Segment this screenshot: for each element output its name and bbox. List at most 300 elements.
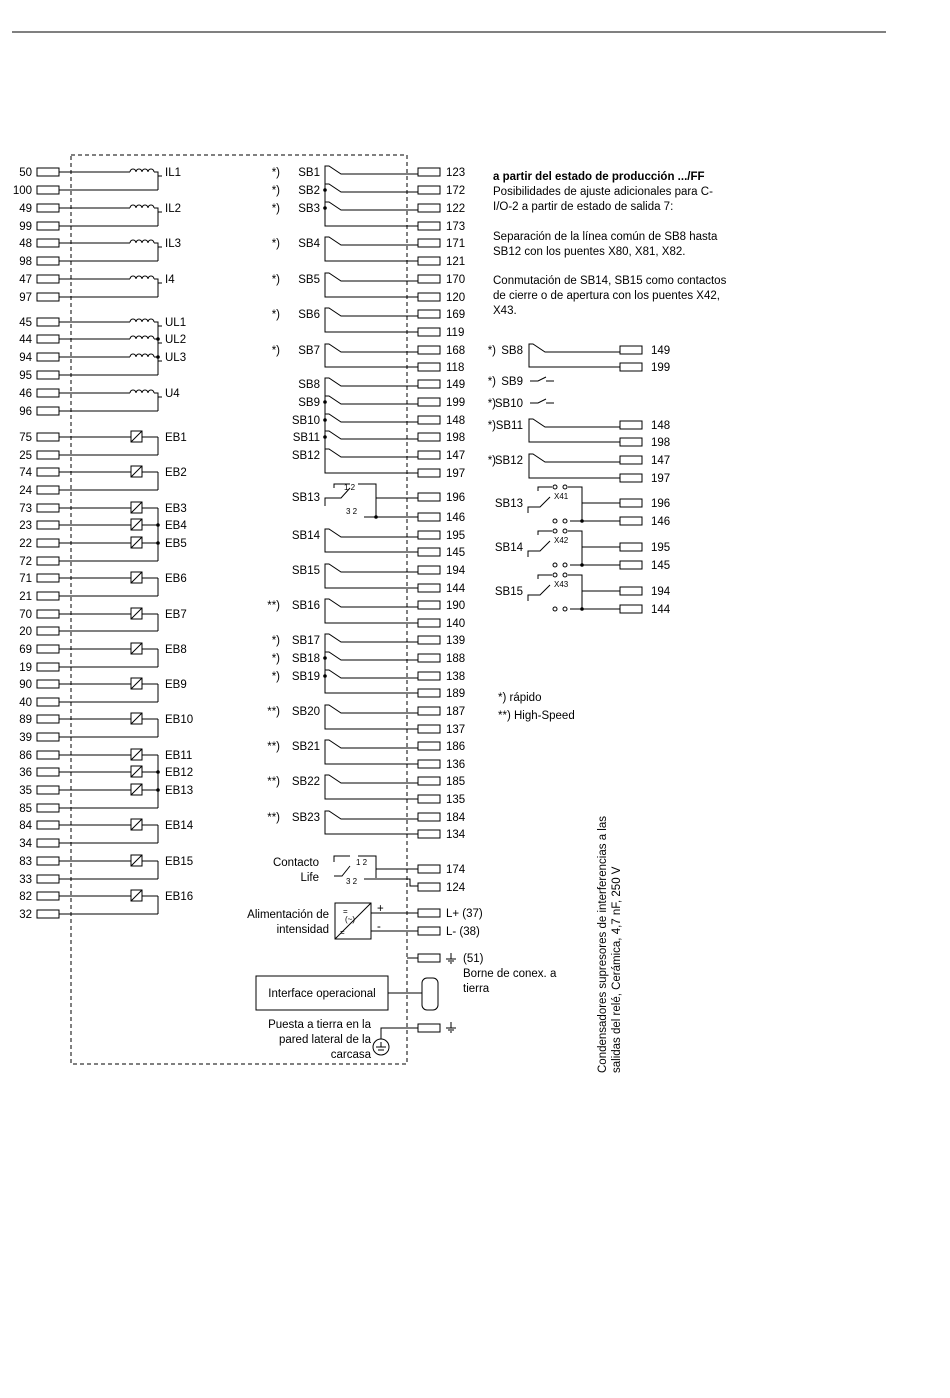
terminal-number: 120 [446, 292, 466, 304]
housing-ground [268, 1019, 456, 1061]
terminal-alt-196 [620, 499, 642, 507]
life-contact [273, 856, 466, 894]
terminal-number: 149 [651, 345, 671, 357]
terminal-number: 147 [651, 455, 671, 467]
terminal-number: 19 [19, 662, 32, 674]
binary-input-icon [131, 572, 142, 583]
terminal-148 [418, 416, 440, 424]
junction-dot [323, 188, 327, 192]
relay-speed-marker: *) [271, 185, 280, 197]
legend-high-speed: **) High-Speed [498, 710, 575, 722]
terminal-number: 39 [19, 732, 32, 744]
terminal-number: 34 [19, 838, 32, 850]
binary-input-icon [131, 608, 142, 619]
terminal-94 [37, 353, 59, 361]
coil-icon [130, 240, 154, 243]
terminal-33 [37, 875, 59, 883]
terminal-194 [418, 566, 440, 574]
terminal-139 [418, 636, 440, 644]
channel-label: EB16 [165, 891, 194, 903]
channel-label: IL2 [165, 203, 181, 215]
terminal-number: 33 [19, 874, 32, 886]
terminal-195 [418, 531, 440, 539]
relay-label-sb10: SB10 [291, 415, 320, 427]
terminal-number: 169 [446, 309, 466, 321]
junction-dot [156, 523, 160, 527]
junction-dot [323, 674, 327, 678]
terminal-number: 145 [651, 560, 671, 572]
terminal-number: 195 [651, 542, 671, 554]
terminal-number: 24 [19, 485, 32, 497]
ground-icon [446, 1022, 456, 1032]
terminal-number: 75 [19, 432, 32, 444]
junction-dot [580, 519, 584, 523]
terminal-number: 90 [19, 679, 32, 691]
dc-symbol: = [340, 928, 345, 937]
terminal-number: 21 [19, 591, 32, 603]
terminal-86 [37, 751, 59, 759]
terminal-170 [418, 275, 440, 283]
notes-heading: a partir del estado de producción .../FF [493, 171, 705, 183]
operator-interface-label: Interface operacional [268, 988, 376, 1000]
terminal-number: 49 [19, 203, 32, 215]
terminal-23 [37, 521, 59, 529]
terminal-number: 190 [446, 600, 466, 612]
notes-text: I/O-2 a partir de estado de salida 7: [493, 201, 674, 213]
relay-label-sb14: SB14 [291, 530, 320, 542]
alt-relay-label-sb8: SB8 [501, 345, 523, 357]
terminal-97 [37, 293, 59, 301]
relay-label-sb22: SB22 [291, 776, 320, 788]
alt-relay-label-sb9: SB9 [501, 376, 523, 388]
relay-speed-marker: **) [267, 741, 280, 753]
power-supply [247, 903, 483, 939]
terminal-number: L+ (37) [446, 908, 483, 920]
terminal-number: 145 [446, 547, 466, 559]
terminal-169 [418, 310, 440, 318]
channel-label: EB3 [165, 503, 187, 515]
alternative-output-group [488, 344, 671, 616]
relay-label-sb9: SB9 [298, 397, 320, 409]
terminal-174 [418, 865, 440, 873]
binary-input-icon [131, 466, 142, 477]
terminal-20 [37, 627, 59, 635]
housing-ground-label-2: pared lateral de la [278, 1034, 371, 1046]
terminal-39 [37, 733, 59, 741]
channel-label: IL1 [165, 167, 181, 179]
plus-sign: + [377, 903, 384, 915]
terminal-number: 195 [446, 530, 466, 542]
terminal-45 [37, 318, 59, 326]
terminal-74 [37, 468, 59, 476]
terminal-number: 174 [446, 864, 466, 876]
terminal-138 [418, 672, 440, 680]
ground-icon [446, 953, 456, 963]
relay-label-sb15: SB15 [291, 565, 320, 577]
terminal-number: 198 [651, 437, 671, 449]
terminal-95 [37, 371, 59, 379]
relay-label-sb19: SB19 [291, 671, 320, 683]
terminal-number: 148 [446, 415, 466, 427]
production-notes [493, 171, 727, 317]
terminal-number: 168 [446, 345, 466, 357]
terminal-number: 89 [19, 714, 32, 726]
relay-label-sb13: SB13 [291, 492, 320, 504]
junction-dot [156, 355, 160, 359]
terminal-71 [37, 574, 59, 582]
dc-ac-symbol: = [343, 907, 348, 916]
relay-speed-marker: **) [267, 600, 280, 612]
terminal-46 [37, 389, 59, 397]
terminal-134 [418, 830, 440, 838]
terminal-number: 71 [19, 573, 32, 585]
capacitor-note-line-2: salidas del relé, Cerámica, 4,7 nF, 250 V [611, 866, 623, 1073]
terminal-number: 72 [19, 556, 32, 568]
terminal-83 [37, 857, 59, 865]
relay-label-sb8: SB8 [298, 379, 320, 391]
relay-label-sb7: SB7 [298, 345, 320, 357]
binary-input-icon [131, 519, 142, 530]
terminal-number: 196 [446, 492, 466, 504]
terminal-186 [418, 742, 440, 750]
terminal-number: 194 [446, 565, 466, 577]
channel-label: UL1 [165, 317, 187, 329]
terminal-21 [37, 592, 59, 600]
terminal-197 [418, 469, 440, 477]
binary-input-icon [131, 678, 142, 689]
terminal-121 [418, 257, 440, 265]
notes-text: Posibilidades de ajuste adicionales para C- [493, 186, 713, 198]
junction-dot [580, 563, 584, 567]
junction-dot [156, 541, 160, 545]
alt-relay-label-sb10: SB10 [494, 398, 523, 410]
channel-label: EB13 [165, 785, 194, 797]
terminal-100 [37, 186, 59, 194]
terminal-72 [37, 557, 59, 565]
terminal-number: 98 [19, 256, 32, 268]
terminal-number: 170 [446, 274, 466, 286]
relay-speed-marker: *) [487, 376, 496, 388]
relay-speed-marker: **) [267, 812, 280, 824]
terminal-25 [37, 451, 59, 459]
jumper-label: X41 [554, 492, 569, 501]
life-contact-pins-bottom: 3 2 [346, 877, 358, 886]
jumper-label: X43 [554, 580, 569, 589]
terminal-120 [418, 293, 440, 301]
relay-label-sb16: SB16 [291, 600, 320, 612]
notes-text: de cierre o de apertura con los puentes X42, [493, 290, 720, 302]
terminal-147 [418, 451, 440, 459]
housing-ground-label-3: carcasa [330, 1049, 371, 1061]
relay-speed-marker: **) [267, 776, 280, 788]
channel-label: UL2 [165, 334, 187, 346]
life-contact-label: Contacto [272, 857, 319, 869]
terminal-alt-194 [620, 587, 642, 595]
coil-icon [130, 354, 154, 357]
channel-label: EB2 [165, 467, 187, 479]
channel-label: EB12 [165, 767, 194, 779]
channel-label: EB5 [165, 538, 187, 550]
channel-label: I4 [165, 274, 175, 286]
terminal-90 [37, 680, 59, 688]
serial-port-icon [422, 978, 438, 1010]
terminal-36 [37, 768, 59, 776]
terminal-89 [37, 715, 59, 723]
terminal-85 [37, 804, 59, 812]
alt-relay-label-sb15: SB15 [494, 586, 523, 598]
channel-label: EB7 [165, 609, 187, 621]
ground-terminal-label-2: tierra [463, 983, 490, 995]
relay-label-sb1: SB1 [298, 167, 320, 179]
terminal-number: L- (38) [446, 926, 480, 938]
legend-fast: *) rápido [498, 692, 542, 704]
terminal-number: 70 [19, 609, 32, 621]
terminal-alt-145 [620, 561, 642, 569]
terminal-184 [418, 813, 440, 821]
relay-label-sb21: SB21 [291, 741, 320, 753]
terminal-number: 47 [19, 274, 32, 286]
terminal-alt-195 [620, 543, 642, 551]
relay-speed-marker: *) [271, 635, 280, 647]
terminal-number: 196 [651, 498, 671, 510]
terminal-number: 135 [446, 794, 466, 806]
terminal-171 [418, 239, 440, 247]
relay-speed-marker: *) [487, 455, 496, 467]
channel-label: EB1 [165, 432, 187, 444]
terminal-number: 73 [19, 503, 32, 515]
terminal-199 [418, 398, 440, 406]
terminal-198 [418, 433, 440, 441]
terminal-190 [418, 601, 440, 609]
terminal-alt-197 [620, 474, 642, 482]
terminal-35 [37, 786, 59, 794]
terminal-number: 22 [19, 538, 32, 550]
terminal-number: 95 [19, 370, 32, 382]
terminal-47 [37, 275, 59, 283]
relay-speed-marker: *) [271, 653, 280, 665]
channel-label: EB10 [165, 714, 194, 726]
terminal-number: 82 [19, 891, 32, 903]
terminal-189 [418, 689, 440, 697]
relay-speed-marker: *) [487, 420, 496, 432]
terminal-144 [418, 584, 440, 592]
coil-icon [130, 390, 154, 393]
relay-label-sb11: SB11 [292, 432, 320, 444]
junction-dot [374, 515, 378, 519]
terminal-number: 139 [446, 635, 466, 647]
junction-dot [323, 656, 327, 660]
binary-input-icon [131, 766, 142, 777]
terminal-96 [37, 407, 59, 415]
terminal-number: 146 [651, 516, 671, 528]
terminal-number: 186 [446, 741, 466, 753]
terminal-number: 185 [446, 776, 466, 788]
terminal-number: 96 [19, 406, 32, 418]
terminal-188 [418, 654, 440, 662]
binary-input-icon [131, 537, 142, 548]
sb13-pins-bottom: 3 2 [346, 507, 358, 516]
outputs-section [267, 166, 466, 841]
terminal-70 [37, 610, 59, 618]
minus-sign: - [377, 921, 381, 933]
relay-speed-marker: *) [271, 274, 280, 286]
binary-input-icon [131, 502, 142, 513]
relay-label-sb18: SB18 [291, 653, 320, 665]
terminal-number: 85 [19, 803, 32, 815]
relay-speed-marker: *) [271, 671, 280, 683]
junction-dot [323, 206, 327, 210]
coil-icon [130, 276, 154, 279]
terminal-number: 119 [446, 327, 465, 339]
binary-input-icon [131, 890, 142, 901]
relay-speed-marker: *) [487, 398, 496, 410]
channel-label: U4 [165, 388, 180, 400]
relay-label-sb17: SB17 [291, 635, 320, 647]
terminal-98 [37, 257, 59, 265]
terminal-number: 118 [446, 362, 465, 374]
terminal-118 [418, 363, 440, 371]
terminal-187 [418, 707, 440, 715]
terminal-99 [37, 222, 59, 230]
terminal-number: 121 [446, 256, 466, 268]
terminal-number: 36 [19, 767, 32, 779]
relay-speed-marker: *) [487, 345, 496, 357]
terminal-number: 189 [446, 688, 466, 700]
terminal-number: 199 [446, 397, 466, 409]
terminal-number: 123 [446, 167, 466, 179]
coil-icon [130, 336, 154, 339]
terminal-number: 194 [651, 586, 671, 598]
terminal-number: 188 [446, 653, 466, 665]
life-contact-label-2: Life [300, 872, 319, 884]
terminal-172 [418, 186, 440, 194]
terminal-34 [37, 839, 59, 847]
relay-speed-marker: *) [271, 345, 280, 357]
terminal-number: 40 [19, 697, 32, 709]
terminal-number: 99 [19, 221, 32, 233]
terminal-alt-199 [620, 363, 642, 371]
relay-speed-marker: *) [271, 238, 280, 250]
coil-icon [130, 319, 154, 322]
terminal-number: 122 [446, 203, 466, 215]
junction-dot [323, 400, 327, 404]
relay-label-sb20: SB20 [291, 706, 320, 718]
terminal-number: 94 [19, 352, 32, 364]
terminal-number: 97 [19, 292, 32, 304]
terminal-69 [37, 645, 59, 653]
channel-label: EB4 [165, 520, 187, 532]
terminal-82 [37, 892, 59, 900]
channel-label: EB6 [165, 573, 187, 585]
terminal-number: 199 [651, 362, 671, 374]
channel-label: UL3 [165, 352, 187, 364]
relay-label-sb6: SB6 [298, 309, 320, 321]
terminal-number: 46 [19, 388, 32, 400]
terminal-124 [418, 883, 440, 891]
terminal-l-minus [418, 927, 440, 935]
junction-dot [156, 337, 160, 341]
terminal-number: 124 [446, 882, 466, 894]
terminal-51 [418, 954, 440, 962]
capacitor-note-line-1: Condensadores supresores de interferencias a las [597, 816, 609, 1073]
terminal-149 [418, 380, 440, 388]
sb13-pins-top: 1 2 [344, 483, 356, 492]
terminal-number: 20 [19, 626, 32, 638]
ac-symbol: (~) [345, 915, 355, 924]
terminal-49 [37, 204, 59, 212]
channel-label: EB15 [165, 856, 194, 868]
terminal-196 [418, 493, 440, 501]
terminal-135 [418, 795, 440, 803]
terminal-32 [37, 910, 59, 918]
junction-dot [580, 607, 584, 611]
power-supply-label: Alimentación de [247, 909, 329, 921]
housing-ground-label: Puesta a tierra en la [268, 1019, 371, 1031]
alt-relay-label-sb13: SB13 [494, 498, 523, 510]
terminal-168 [418, 346, 440, 354]
relay-label-sb5: SB5 [298, 274, 320, 286]
terminal-alt-144 [620, 605, 642, 613]
terminal-number: 86 [19, 750, 32, 762]
inputs-section [13, 167, 194, 921]
binary-input-icon [131, 784, 142, 795]
terminal-number: 23 [19, 520, 32, 532]
operator-interface [256, 976, 438, 1010]
terminal-number: 171 [446, 238, 466, 250]
terminal-number: 184 [446, 812, 466, 824]
terminal-119 [418, 328, 440, 336]
terminal-alt-146 [620, 517, 642, 525]
terminal-number: 134 [446, 829, 466, 841]
ground-terminal-label: Borne de conex. a [463, 968, 557, 980]
terminal-48 [37, 239, 59, 247]
terminal-number: 172 [446, 185, 466, 197]
terminal-50 [37, 168, 59, 176]
terminal-alt-147 [620, 456, 642, 464]
binary-input-icon [131, 431, 142, 442]
binary-input-icon [131, 643, 142, 654]
coil-icon [130, 205, 154, 208]
relay-speed-marker: **) [267, 706, 280, 718]
terminal-number: 140 [446, 618, 466, 630]
notes-text: SB12 con los puentes X80, X81, X82. [493, 246, 686, 258]
terminal-number: 146 [446, 512, 466, 524]
channel-label: IL3 [165, 238, 181, 250]
junction-dot [323, 418, 327, 422]
terminal-number: 173 [446, 221, 466, 233]
terminal-number: 25 [19, 450, 32, 462]
terminal-number: 137 [446, 724, 466, 736]
alt-relay-label-sb11: SB11 [495, 420, 523, 432]
capacitor-note [597, 816, 623, 1073]
junction-dot [156, 770, 160, 774]
terminal-number: 144 [446, 583, 466, 595]
alt-relay-label-sb12: SB12 [494, 455, 523, 467]
terminal-number: 50 [19, 167, 32, 179]
speed-legend [498, 692, 575, 722]
terminal-number: 32 [19, 909, 32, 921]
terminal-number: 74 [19, 467, 32, 479]
terminal-140 [418, 619, 440, 627]
alt-relay-label-sb14: SB14 [494, 542, 523, 554]
jumper-label: X42 [554, 536, 569, 545]
terminal-24 [37, 486, 59, 494]
terminal-number: 136 [446, 759, 466, 771]
binary-input-icon [131, 749, 142, 760]
power-supply-label-2: intensidad [276, 924, 329, 936]
binary-input-icon [131, 819, 142, 830]
terminal-number: 100 [12, 185, 32, 197]
